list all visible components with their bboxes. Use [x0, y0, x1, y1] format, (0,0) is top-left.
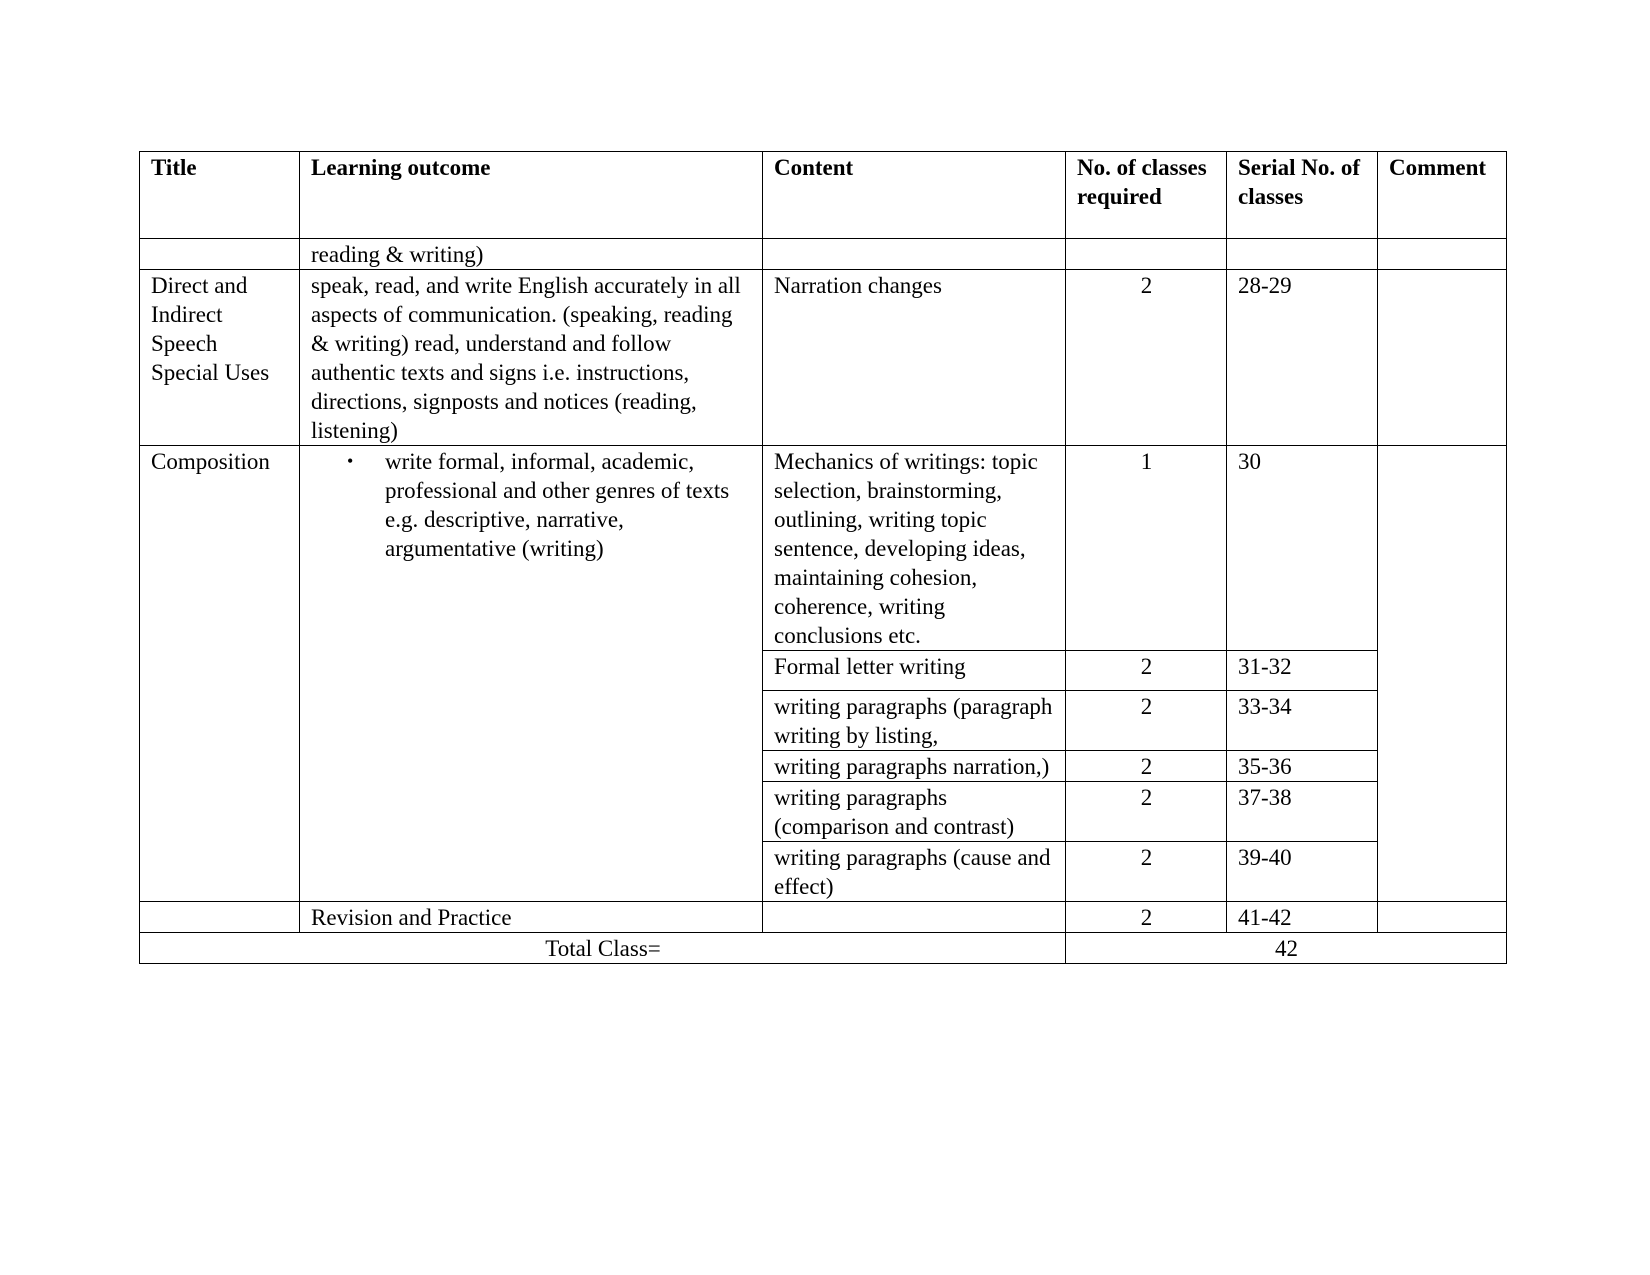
list-item	[347, 447, 752, 563]
comment-cell	[1378, 446, 1507, 902]
title-cell	[140, 239, 300, 270]
content-cell	[763, 239, 1066, 270]
header-learning-outcome: Learning outcome	[300, 152, 763, 239]
total-label: Total Class=	[140, 933, 1066, 964]
classes-cell: 2	[1066, 270, 1227, 446]
learning-outcome-cell: speak, read, and write English accurately in all aspects of communication. (speaking, reading & writing) read, understand and follow authentic texts and signs i.e. instructions, directions, signposts and notices (reading, listening)	[300, 270, 763, 446]
table-row-continuation	[140, 239, 1507, 270]
table-row-composition-1	[140, 446, 1507, 651]
serial-cell: 30	[1227, 446, 1378, 651]
classes-cell: 1	[1066, 446, 1227, 651]
content-cell: Mechanics of writings: topic selection, brainstorming, outlining, writing topic sentence, developing ideas, maintaining cohesion, coherence, writing conclusions etc.	[763, 446, 1066, 651]
bullet-icon: •	[347, 451, 354, 471]
serial-cell: 37-38	[1227, 782, 1378, 842]
serial-cell	[1227, 239, 1378, 270]
learning-outcome-cell	[300, 446, 763, 902]
title-cell: Composition	[140, 446, 300, 902]
classes-cell: 2	[1066, 842, 1227, 902]
classes-cell: 2	[1066, 751, 1227, 782]
comment-cell	[1378, 270, 1507, 446]
serial-cell: 31-32	[1227, 651, 1378, 691]
comment-cell	[1378, 902, 1507, 933]
syllabus-table	[139, 151, 1507, 964]
title-cell: Direct and Indirect Speech Special Uses	[140, 270, 300, 446]
serial-cell: 39-40	[1227, 842, 1378, 902]
content-cell: writing paragraphs (paragraph writing by listing,	[763, 691, 1066, 751]
outcome-list	[311, 447, 752, 563]
content-cell	[763, 902, 1066, 933]
content-cell: Narration changes	[763, 270, 1066, 446]
header-classes-required: No. of classes required	[1066, 152, 1227, 239]
content-cell: writing paragraphs (cause and effect)	[763, 842, 1066, 902]
classes-cell	[1066, 239, 1227, 270]
header-content: Content	[763, 152, 1066, 239]
total-value: 42	[1066, 933, 1507, 964]
serial-cell: 28-29	[1227, 270, 1378, 446]
serial-cell: 35-36	[1227, 751, 1378, 782]
content-cell: writing paragraphs (comparison and contrast)	[763, 782, 1066, 842]
classes-cell: 2	[1066, 902, 1227, 933]
serial-cell: 41-42	[1227, 902, 1378, 933]
header-row	[140, 152, 1507, 239]
header-serial-no: Serial No. of classes	[1227, 152, 1378, 239]
serial-cell: 33-34	[1227, 691, 1378, 751]
learning-outcome-cell: Revision and Practice	[300, 902, 763, 933]
comment-cell	[1378, 239, 1507, 270]
content-cell: writing paragraphs narration,)	[763, 751, 1066, 782]
table-row-speech	[140, 270, 1507, 446]
classes-cell: 2	[1066, 691, 1227, 751]
title-cell	[140, 902, 300, 933]
total-row	[140, 933, 1507, 964]
outcome-text: write formal, informal, academic, professional and other genres of texts e.g. descriptive, narrative, argumentative (writing)	[385, 449, 730, 561]
content-cell: Formal letter writing	[763, 651, 1066, 691]
header-comment: Comment	[1378, 152, 1507, 239]
classes-cell: 2	[1066, 651, 1227, 691]
header-title: Title	[140, 152, 300, 239]
table-row-revision	[140, 902, 1507, 933]
learning-outcome-cell: reading & writing)	[300, 239, 763, 270]
classes-cell: 2	[1066, 782, 1227, 842]
